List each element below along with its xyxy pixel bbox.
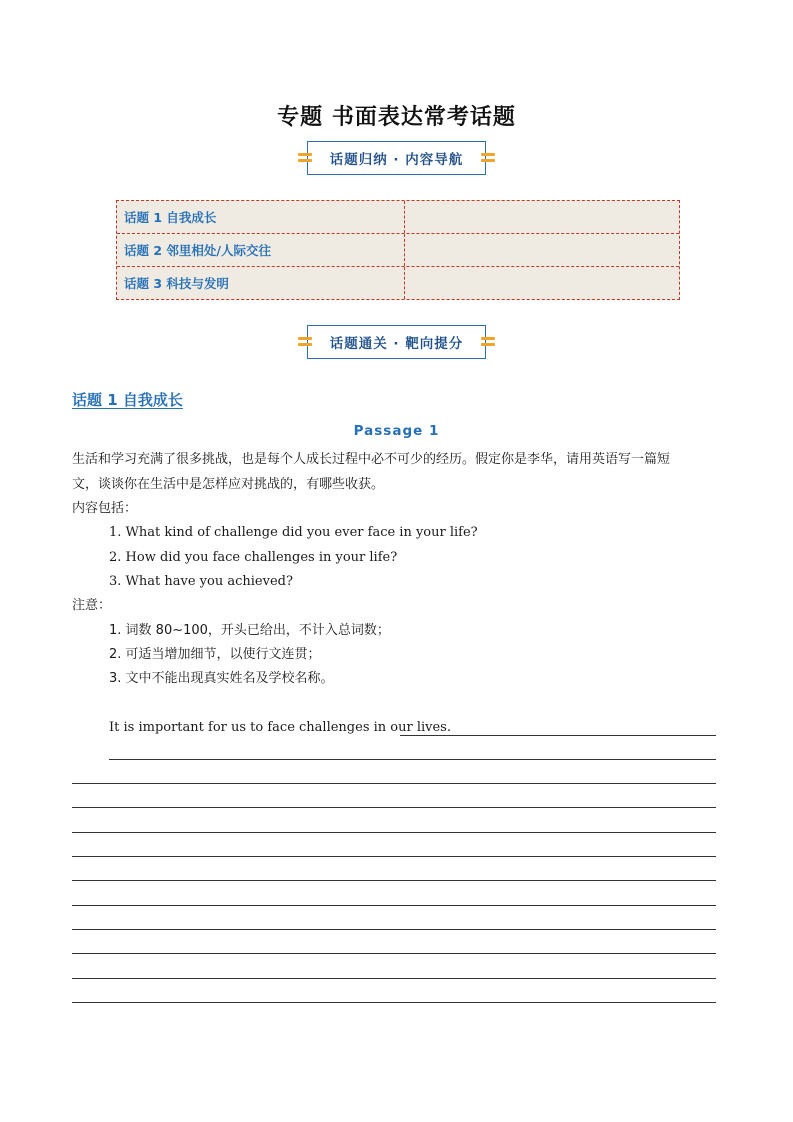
topic-blank-cell	[405, 234, 679, 266]
practice-badge	[307, 325, 487, 359]
writing-line[interactable]	[72, 953, 716, 954]
topic-row	[117, 201, 679, 234]
content-label: 内容包括：	[72, 501, 138, 516]
topic-table	[116, 200, 680, 300]
topic-name: 话题 1 自我成长	[117, 201, 405, 233]
practice-badge-row	[0, 325, 793, 359]
topic-row	[117, 267, 679, 299]
writing-line[interactable]	[72, 905, 716, 906]
writing-line[interactable]	[72, 807, 716, 808]
badge-right-deco-icon	[481, 337, 495, 347]
notes-label: 注意：	[72, 598, 112, 613]
nav-badge-row	[0, 141, 793, 175]
topic-blank-cell	[405, 201, 679, 233]
note-item: 3. 文中不能出现真实姓名及学校名称。	[109, 671, 334, 686]
writing-line[interactable]	[72, 783, 716, 784]
content-item: 1. What kind of challenge did you ever face in your life?	[109, 525, 478, 540]
writing-line[interactable]	[72, 856, 716, 857]
topic-blank-cell	[405, 267, 679, 299]
content-item: 3. What have you achieved?	[109, 574, 293, 589]
note-item: 2. 可适当增加细节，以使行文连贯；	[109, 647, 321, 662]
writing-line[interactable]	[72, 978, 716, 979]
writing-line[interactable]	[400, 735, 716, 736]
writing-line[interactable]	[72, 929, 716, 930]
section-heading-link[interactable]: 话题 1 自我成长	[72, 391, 183, 409]
topic-name: 话题 3 科技与发明	[117, 267, 405, 299]
writing-line[interactable]	[109, 759, 716, 760]
prompt-line-1: 生活和学习充满了很多挑战，也是每个人成长过程中必不可少的经历。假定你是李华，请用英语写一篇短	[72, 452, 671, 467]
nav-badge	[307, 141, 487, 175]
badge-right-deco-icon	[481, 153, 495, 163]
prompt-line-2: 文，谈谈你在生活中是怎样应对挑战的，有哪些收获。	[72, 477, 385, 492]
badge-left-deco-icon	[298, 153, 312, 163]
nav-badge-label: 话题归纳 · 内容导航	[329, 152, 464, 168]
badge-left-deco-icon	[298, 337, 312, 347]
writing-line[interactable]	[72, 1002, 716, 1003]
starter-sentence: It is important for us to face challenges in our lives.	[109, 720, 451, 735]
content-item: 2. How did you face challenges in your life?	[109, 550, 398, 565]
writing-line[interactable]	[72, 832, 716, 833]
topic-row	[117, 234, 679, 267]
writing-line[interactable]	[72, 880, 716, 881]
topic-name: 话题 2 邻里相处/人际交往	[117, 234, 405, 266]
passage-title: Passage 1	[353, 423, 440, 439]
practice-badge-label: 话题通关 · 靶向提分	[329, 336, 464, 352]
note-item: 1. 词数 80~100，开头已给出，不计入总词数；	[109, 623, 390, 638]
page-title: 专题 书面表达常考话题	[277, 105, 516, 130]
